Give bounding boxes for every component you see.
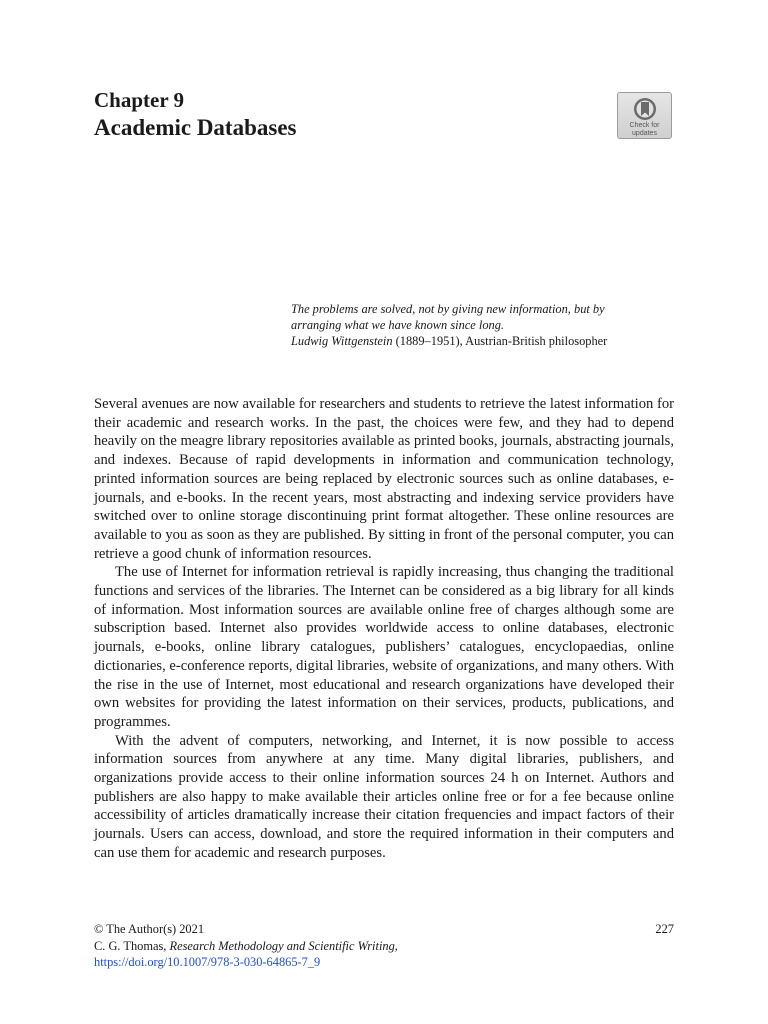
epigraph-author-detail: (1889–1951), Austrian-British philosopher [392,334,608,348]
body-paragraph-2: The use of Internet for information retrieval is rapidly increasing, thus changing the traditional functions and services of the libraries. The Internet can be considered as a big library for all kinds of information. Most information sources are available online free of charges although some are subscription based. Internet also provides worldwide access to online databases, electronic journals, e-books, online library catalogues, publishers’ catalogues, encyclopaedias, online dictionaries, e-conference reports, digital libraries, website of organizations, and many others. With the rise in the use of Internet, most educational and research organizations have developed their own websites for providing the latest information on their services, products, publications, and programmes. [94,564,675,730]
page-footer [94,921,674,971]
epigraph [291,301,681,349]
copyright-notice: © The Author(s) 2021 [94,922,205,936]
bookmark-icon [633,97,657,121]
chapter-label: Chapter 9 [94,88,185,112]
citation-suffix: , [394,938,398,953]
epigraph-quote-line-1: The problems are solved, not by giving new information, but by [291,302,605,316]
epigraph-attribution [291,333,681,349]
citation-author: C. G. Thomas, [94,938,170,953]
citation-line [94,938,674,955]
page-number: 227 [655,922,674,936]
body-paragraph-3: With the advent of computers, networking, and Internet, it is now possible to access information sources from anywhere at any time. Many digital libraries, publishers, and organizations provide access to their online information sources 24 h on Internet. Authors and publishers are also happy to make available their articles online free or for a fee because online accessibility of articles dramatically increase their citation frequencies and impact factors of their journals. Users can access, download, and store the required information in their computers and can use them for academic and research purposes. [94,732,674,861]
book-title: Research Methodology and Scientific Writing [169,938,395,953]
check-for-updates-badge[interactable] [617,92,672,139]
badge-label-line1: Check for [629,122,660,129]
body-text [94,395,674,863]
body-paragraph-1: Several avenues are now available for researchers and students to retrieve the latest information for their academic and research works. In the past, the choices were few, and they had to depend heavily on the meagre library repositories available as printed books, journals, abstracting journals, and indexes. Because of rapid developments in information and communication technology, printed information sources are being replaced by electronic sources such as online databases, e-journals, and e-books. In the recent years, most abstracting and indexing service providers have switched over to online storage discontinuing print format altogether. These online resources are available to you as soon as they are published. By sitting in front of the personal computer, you can retrieve a good chunk of information resources. [94,396,674,562]
badge-label-line2: updates [632,130,657,137]
doi-link[interactable]: https://doi.org/10.1007/978-3-030-64865-7_9 [94,955,321,969]
epigraph-author: Ludwig Wittgenstein [291,334,393,348]
epigraph-quote-line-2: arranging what we have known since long. [291,318,505,332]
chapter-title: Academic Databases [94,115,297,140]
